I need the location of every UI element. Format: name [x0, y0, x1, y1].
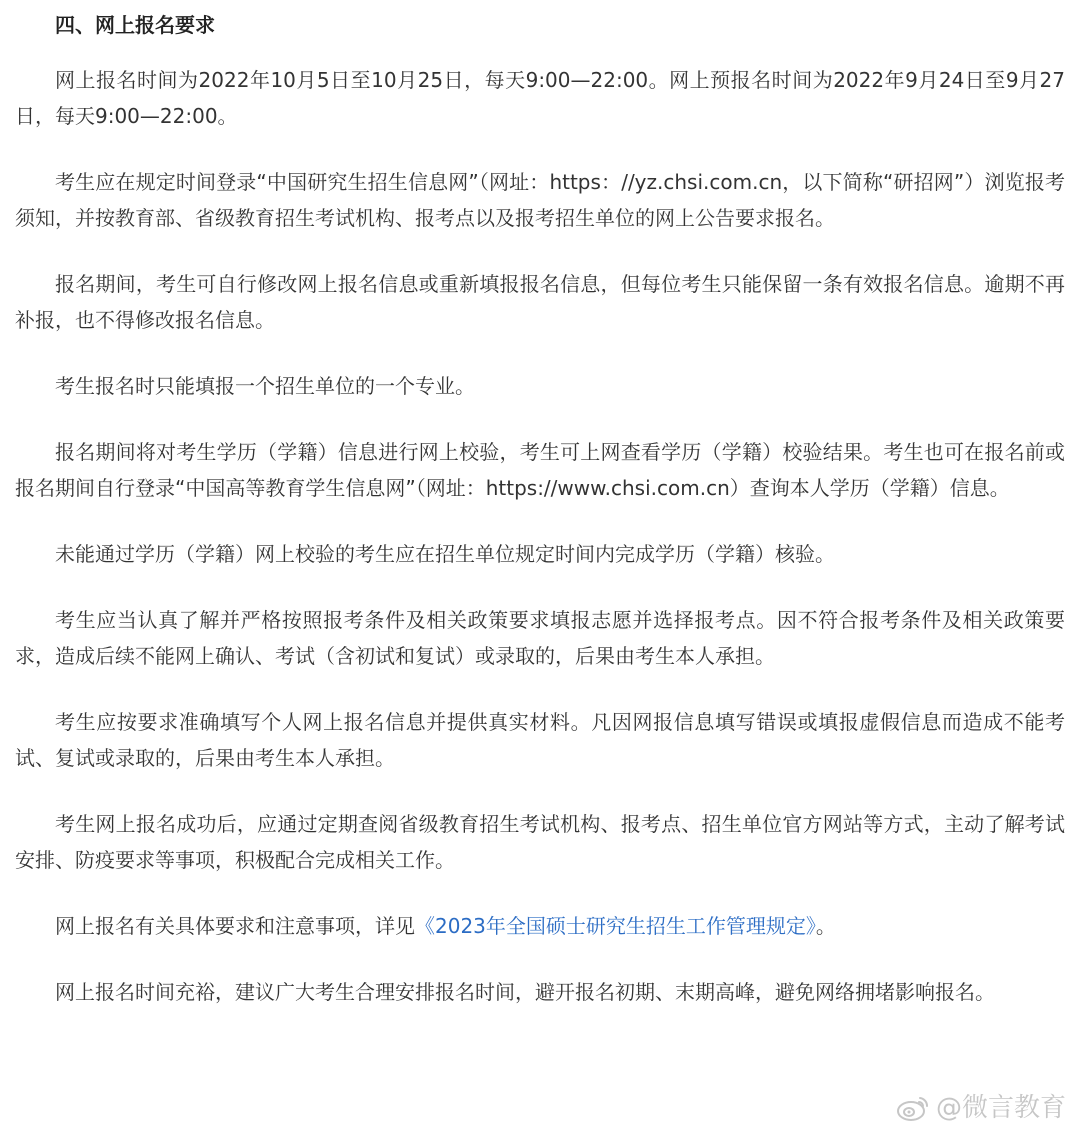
- watermark-text: @微言教育: [935, 1093, 1066, 1123]
- paragraph-accurate-info: 考生应按要求准确填写个人网上报名信息并提供真实材料。凡因网报信息填写错误或填报虚假信息而造成不能考试、复试或录取的，后果由考生本人承担。: [15, 710, 1065, 770]
- paragraph-education-check: 报名期间将对考生学历（学籍）信息进行网上校验，考生可上网查看学历（学籍）校验结果。考生也可在报名前或报名期间自行登录“中国高等教育学生信息网”（网址：https://www.chsi.com.cn）查询本人学历（学籍）信息。: [15, 440, 1065, 500]
- detail-prefix: 网上报名有关具体要求和注意事项，详见: [55, 914, 415, 938]
- weibo-icon: [896, 1094, 930, 1122]
- article-body: [15, 0, 1065, 1010]
- paragraph-one-major: 考生报名时只能填报一个招生单位的一个专业。: [55, 374, 475, 398]
- paragraph-after-success: 考生网上报名成功后，应通过定期查阅省级教育招生考试机构、报考点、招生单位官方网站等方式，主动了解考试安排、防疫要求等事项，积极配合完成相关工作。: [15, 812, 1065, 872]
- paragraph-detail: [15, 908, 1065, 944]
- section-heading: 四、网上报名要求: [55, 13, 215, 37]
- paragraph-login-site: 考生应在规定时间登录“中国研究生招生信息网”（网址：https：//yz.chsi.com.cn，以下简称“研招网”）浏览报考须知，并按教育部、省级教育招生考试机构、报考点以及报考招生单位的网上公告要求报名。: [15, 170, 1065, 230]
- paragraph-registration-time: 网上报名时间为2022年10月5日至10月25日，每天9:00—22:00。网上预报名时间为2022年9月24日至9月27日，每天9:00—22:00。: [15, 68, 1065, 128]
- paragraph-final: 网上报名时间充裕，建议广大考生合理安排报名时间，避开报名初期、末期高峰，避免网络拥堵影响报名。: [55, 980, 995, 1004]
- paragraph-verification: 未能通过学历（学籍）网上校验的考生应在招生单位规定时间内完成学历（学籍）核验。: [55, 542, 835, 566]
- detail-suffix: 。: [815, 914, 836, 938]
- regulation-link[interactable]: 《2023年全国硕士研究生招生工作管理规定》: [415, 914, 816, 938]
- paragraph-modify-info: 报名期间，考生可自行修改网上报名信息或重新填报报名信息，但每位考生只能保留一条有效报名信息。逾期不再补报，也不得修改报名信息。: [15, 272, 1065, 332]
- paragraph-requirements: 考生应当认真了解并严格按照报考条件及相关政策要求填报志愿并选择报考点。因不符合报考条件及相关政策要求，造成后续不能网上确认、考试（含初试和复试）或录取的，后果由考生本人承担。: [15, 608, 1065, 668]
- watermark: [896, 1093, 1066, 1123]
